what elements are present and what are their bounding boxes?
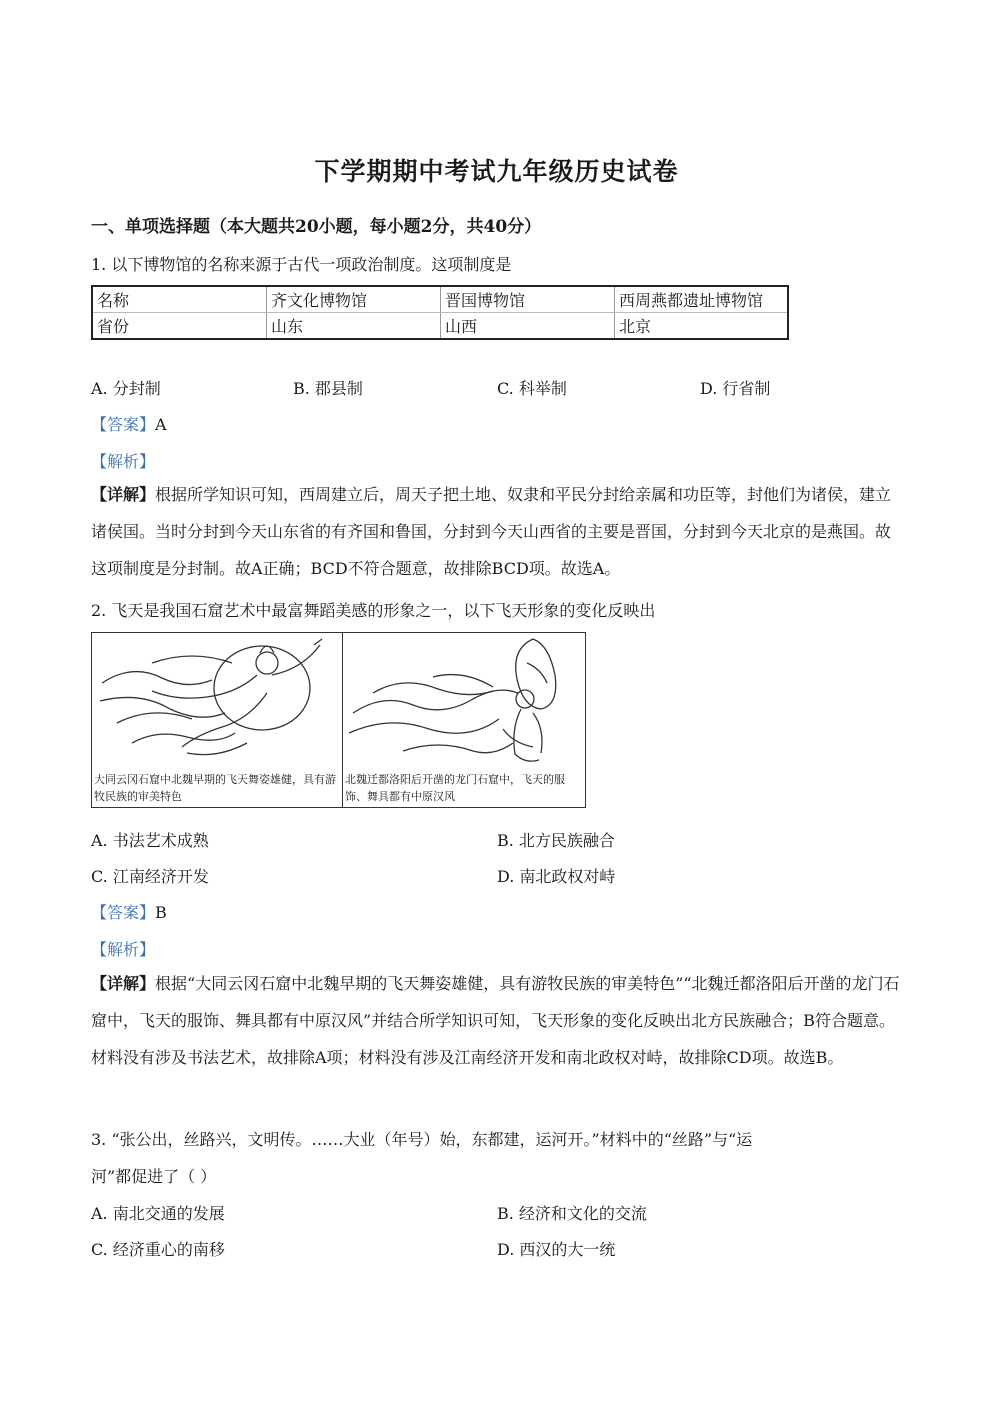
question-2-stem: 2. 飞天是我国石窟艺术中最富舞蹈美感的形象之一，以下飞天形象的变化反映出 [91, 601, 656, 620]
q1-option-a[interactable]: A. 分封制 [91, 379, 161, 398]
q2-option-d[interactable]: D. 南北政权对峙 [497, 867, 616, 886]
answer-label: 【答案】 [91, 903, 156, 922]
section-heading: 一、单项选择题（本大题共20小题，每小题2分，共40分） [91, 217, 542, 237]
q1-detail [91, 476, 903, 587]
q1-analysis-label: 【解析】 [91, 452, 156, 471]
table-cell: 西周燕都遗址博物馆 [615, 286, 789, 313]
detail-text: 根据“大同云冈石窟中北魏早期的飞天舞姿雄健，具有游牧民族的审美特色”“北魏迁都洛阳后开凿的龙门石窟中，飞天的服饰、舞具都有中原汉风”并结合所学知识可知，飞天形象的变化反映出北方民族融合；B符合题意。材料没有涉及书法艺术，故排除A项；材料没有涉及江南经济开发和南北政权对峙，故排除CD项。故选B。 [91, 974, 900, 1067]
table-cell: 省份 [92, 313, 267, 340]
q3-option-d[interactable]: D. 西汉的大一统 [497, 1240, 616, 1259]
question-3-stem-line1: 3. “张公出，丝路兴，文明传。……大业（年号）始，东都建，运河开。”材料中的“丝路”与“运 [91, 1130, 753, 1149]
table-cell: 名称 [92, 286, 267, 313]
q2-detail [91, 965, 903, 1076]
question-1-stem: 1. 以下博物馆的名称来源于古代一项政治制度。这项制度是 [91, 255, 512, 274]
figure-panel-right [343, 633, 585, 807]
table-cell: 山东 [267, 313, 441, 340]
detail-label: 【详解】 [91, 485, 156, 504]
q2-option-a[interactable]: A. 书法艺术成熟 [91, 831, 209, 850]
table-row [92, 313, 788, 340]
feitian-drawing-yungang [92, 633, 342, 769]
table-cell: 北京 [615, 313, 789, 340]
detail-label: 【详解】 [91, 974, 156, 993]
feitian-figure [91, 632, 586, 808]
q3-option-a[interactable]: A. 南北交通的发展 [91, 1204, 225, 1223]
detail-text: 根据所学知识可知，西周建立后，周天子把土地、奴隶和平民分封给亲属和功臣等，封他们为诸侯，建立诸侯国。当时分封到今天山东省的有齐国和鲁国，分封到今天山西省的主要是晋国，分封到今天北京的是燕国。故这项制度是分封制。故A正确；BCD不符合题意，故排除BCD项。故选A。 [91, 485, 892, 578]
table-cell: 晋国博物馆 [441, 286, 615, 313]
q2-answer [91, 900, 167, 923]
q2-option-c[interactable]: C. 江南经济开发 [91, 867, 209, 886]
q2-option-b[interactable]: B. 北方民族融合 [497, 831, 615, 850]
q2-analysis-label: 【解析】 [91, 940, 156, 959]
q3-option-c[interactable]: C. 经济重心的南移 [91, 1240, 225, 1259]
q1-option-d[interactable]: D. 行省制 [700, 379, 771, 398]
q1-option-b[interactable]: B. 郡县制 [293, 379, 363, 398]
table-row [92, 286, 788, 313]
figure-panel-left [92, 633, 343, 807]
table-cell: 齐文化博物馆 [267, 286, 441, 313]
answer-value: B [155, 903, 167, 922]
feitian-drawing-longmen [343, 633, 585, 769]
q1-answer [91, 412, 167, 435]
figure-caption-left: 大同云冈石窟中北魏早期的飞天舞姿雄健，具有游牧民族的审美特色 [94, 773, 336, 803]
answer-value: A [155, 415, 167, 434]
page-title: 下学期期中考试九年级历史试卷 [314, 157, 679, 186]
answer-label: 【答案】 [91, 415, 156, 434]
figure-caption-right: 北魏迁都洛阳后开凿的龙门石窟中，飞天的服饰、舞具都有中原汉风 [345, 773, 565, 803]
question-3-stem-line2: 河”都促进了（ ） [91, 1167, 217, 1186]
q1-option-c[interactable]: C. 科举制 [497, 379, 567, 398]
table-cell: 山西 [441, 313, 615, 340]
q3-option-b[interactable]: B. 经济和文化的交流 [497, 1204, 647, 1223]
museum-table [91, 285, 789, 340]
